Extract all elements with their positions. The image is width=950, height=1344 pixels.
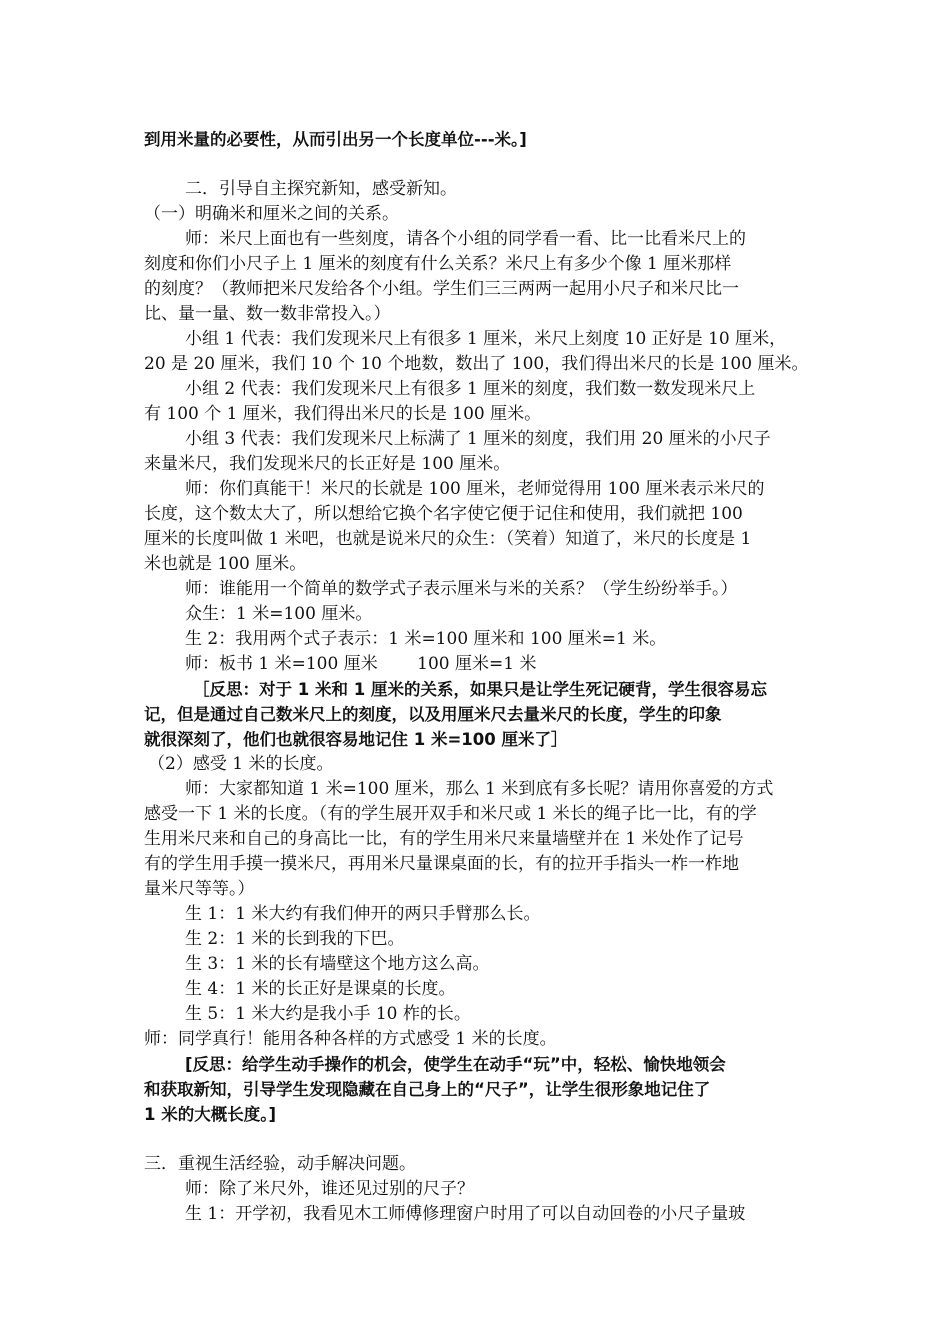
paragraph-line: 比、量一量、数一数非常投入。） <box>144 304 391 324</box>
paragraph-line: 生 2：1 米的长到我的下巴。 <box>185 929 405 949</box>
paragraph-line: 师：米尺上面也有一些刻度，请各个小组的同学看一看、比一比看米尺上的 <box>185 229 746 249</box>
paragraph-line: 量米尺等等。） <box>144 879 255 899</box>
paragraph-line: 生 5：1 米大约是我小手 10 柞的长。 <box>185 1004 471 1024</box>
reflection-note: ［反思：对于 1 米和 1 厘米的关系，如果只是让学生死记硬背，学生很容易忘 <box>193 680 767 699</box>
paragraph-line: 到用米量的必要性，从而引出另一个长度单位---米。] <box>144 130 527 149</box>
paragraph-line: 师：你们真能干！米尺的长就是 100 厘米，老师觉得用 100 厘米表示米尺的 <box>185 479 765 499</box>
paragraph-line: 师：谁能用一个简单的数学式子表示厘米与米的关系？（学生纷纷举手。） <box>185 579 738 599</box>
paragraph-line: 生 3：1 米的长有墙壁这个地方这么高。 <box>185 954 490 974</box>
reflection-note: 记，但是通过自己数米尺上的刻度，以及用厘米尺去量米尺的长度，学生的印象 <box>144 705 722 724</box>
subsection-heading: （2）感受 1 米的长度。 <box>148 754 334 774</box>
paragraph-line: 生 4：1 米的长正好是课桌的长度。 <box>185 979 456 999</box>
reflection-note: 1 米的大概长度。] <box>144 1105 277 1124</box>
paragraph-line: 师：大家都知道 1 米=100 厘米，那么 1 米到底有多长呢？请用你喜爱的方式 <box>185 779 774 799</box>
paragraph-line: 生 2：我用两个式子表示：1 米=100 厘米和 100 厘米=1 米。 <box>185 629 667 649</box>
paragraph-line: 的刻度？（教师把米尺发给各个小组。学生们三三两两一起用小尺子和米尺比一 <box>144 279 739 299</box>
paragraph-line: 厘米的长度叫做 1 米吧，也就是说米尺的众生：（笑着）知道了，米尺的长度是 1 <box>144 529 752 549</box>
paragraph-line: 众生：1 米=100 厘米。 <box>185 604 373 624</box>
paragraph-line: 师：除了米尺外，谁还见过别的尺子？ <box>185 1179 474 1199</box>
paragraph-line: 生用米尺来和自己的身高比一比，有的学生用米尺来量墙壁并在 1 米处作了记号 <box>144 829 744 849</box>
paragraph-line: 有 100 个 1 厘米，我们得出米尺的长是 100 厘米。 <box>144 404 542 424</box>
paragraph-line: 生 1：1 米大约有我们伸开的两只手臂那么长。 <box>185 904 541 924</box>
paragraph-line: 师：同学真行！能用各种各样的方式感受 1 米的长度。 <box>144 1029 557 1049</box>
paragraph-line: 长度，这个数太大了，所以想给它换个名字使它便于记住和使用，我们就把 100 <box>144 504 743 524</box>
paragraph-line: 小组 1 代表：我们发现米尺上有很多 1 厘米，米尺上刻度 10 正好是 10 厘米， <box>185 329 787 349</box>
paragraph-line: 20 是 20 厘米，我们 10 个 10 个地数，数出了 100，我们得出米尺的长是 100 厘米。 <box>144 354 809 374</box>
paragraph-line: 小组 3 代表：我们发现米尺上标满了 1 厘米的刻度，我们用 20 厘米的小尺子 <box>185 429 771 449</box>
paragraph-line: 小组 2 代表：我们发现米尺上有很多 1 厘米的刻度，我们数一数发现米尺上 <box>185 379 756 399</box>
paragraph-line: 生 1：开学初，我看见木工师傅修理窗户时用了可以自动回卷的小尺子量玻 <box>185 1204 746 1224</box>
paragraph-line: 来量米尺，我们发现米尺的长正好是 100 厘米。 <box>144 454 511 474</box>
reflection-note: 和获取新知，引导学生发现隐藏在自己身上的“尺子”，让学生很形象地记住了 <box>144 1080 711 1099</box>
section-heading: 二．引导自主探究新知，感受新知。 <box>185 179 457 199</box>
paragraph-line: 感受一下 1 米的长度。（有的学生展开双手和米尺或 1 米长的绳子比一比，有的学 <box>144 804 757 824</box>
paragraph-line: 米也就是 100 厘米。 <box>144 554 307 574</box>
subsection-heading: （一）明确米和厘米之间的关系。 <box>144 204 399 224</box>
reflection-note: 就很深刻了，他们也就很容易地记住 1 米=100 厘米了］ <box>144 730 568 749</box>
paragraph-line: 师：板书 1 米=100 厘米 100 厘米=1 米 <box>185 654 537 674</box>
paragraph-line: 有的学生用手摸一摸米尺，再用米尺量课桌面的长，有的拉开手指头一柞一柞地 <box>144 854 739 874</box>
section-heading: 三．重视生活经验，动手解决问题。 <box>144 1154 416 1174</box>
reflection-note: [反思：给学生动手操作的机会，使学生在动手“玩”中，轻松、愉快地领会 <box>185 1055 726 1074</box>
paragraph-line: 刻度和你们小尺子上 1 厘米的刻度有什么关系？米尺上有多少个像 1 厘米那样 <box>144 254 732 274</box>
